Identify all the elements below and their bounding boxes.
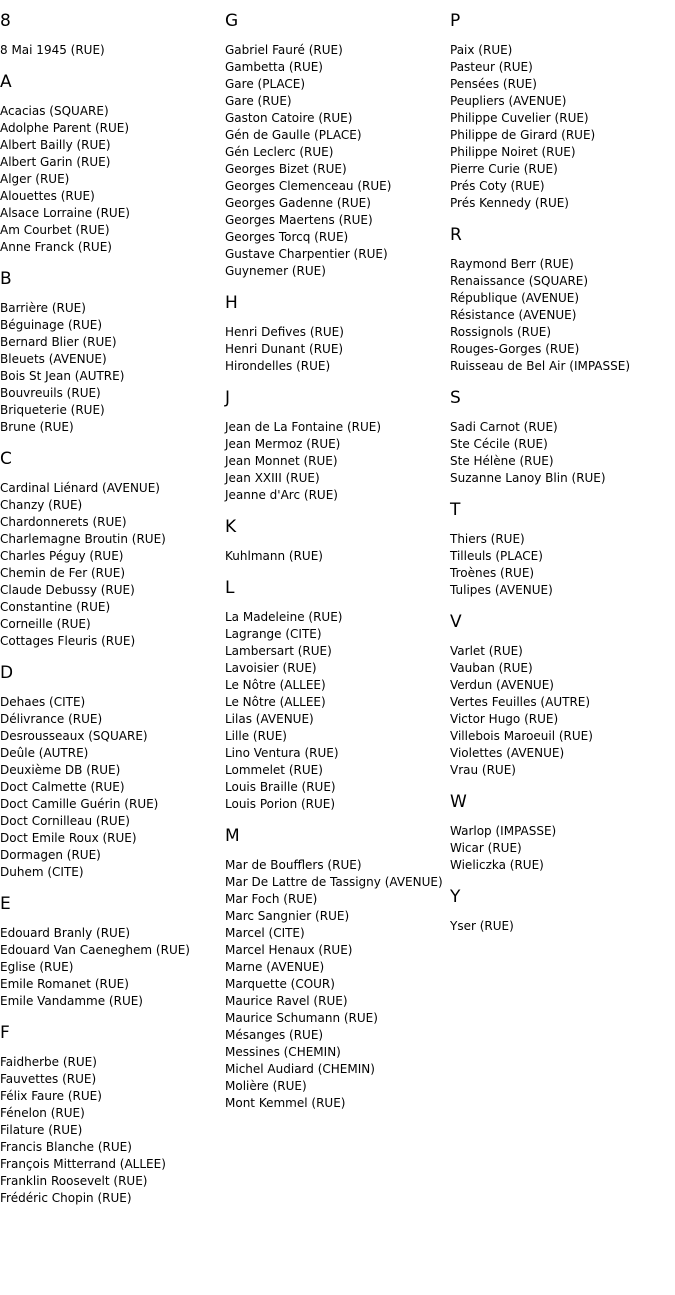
street-name: Chardonnerets (RUE) [0, 515, 127, 529]
street-name: Barrière (RUE) [0, 301, 86, 315]
letter-heading: L [225, 578, 235, 598]
street-name: Filature (RUE) [0, 1123, 83, 1137]
street-name: Ruisseau de Bel Air (IMPASSE) [450, 359, 631, 373]
street-name: Marcel Henaux (RUE) [225, 943, 353, 957]
street-name: Brune (RUE) [0, 420, 74, 434]
street-name: Violettes (AVENUE) [450, 746, 565, 760]
street-name: Gén Leclerc (RUE) [225, 145, 334, 159]
letter-group-r [450, 224, 672, 375]
street-name: Charlemagne Broutin (RUE) [0, 532, 166, 546]
letter-group-a [0, 71, 220, 256]
street-name: Am Courbet (RUE) [0, 223, 110, 237]
street-name: Bernard Blier (RUE) [0, 335, 117, 349]
street-name: Victor Hugo (RUE) [450, 712, 559, 726]
letter-group-w [450, 791, 672, 874]
letter-group-y [450, 886, 672, 935]
street-name: Sadi Carnot (RUE) [450, 420, 558, 434]
street-name: Thiers (RUE) [450, 532, 525, 546]
street-name: Kuhlmann (RUE) [225, 549, 323, 563]
street-name: Gabriel Fauré (RUE) [225, 43, 343, 57]
street-list [450, 42, 672, 212]
street-name: Délivrance (RUE) [0, 712, 103, 726]
street-name: Prés Coty (RUE) [450, 179, 545, 193]
street-name: Warlop (IMPASSE) [450, 824, 557, 838]
letter-group-l [225, 577, 447, 813]
street-list [0, 300, 220, 436]
street-list [225, 419, 447, 504]
street-name: Ste Cécile (RUE) [450, 437, 548, 451]
street-index-column-2 [225, 10, 447, 1124]
street-name: Frédéric Chopin (RUE) [0, 1191, 132, 1205]
street-name: Georges Clemenceau (RUE) [225, 179, 392, 193]
letter-group-h [225, 292, 447, 375]
street-name: Félix Faure (RUE) [0, 1089, 102, 1103]
street-name: Béguinage (RUE) [0, 318, 103, 332]
street-name: Villebois Maroeuil (RUE) [450, 729, 593, 743]
street-name: Dormagen (RUE) [0, 848, 101, 862]
street-name: Rossignols (RUE) [450, 325, 552, 339]
street-list [450, 918, 672, 935]
street-name: Georges Torcq (RUE) [225, 230, 349, 244]
letter-heading: E [0, 894, 11, 914]
street-name: Jean de La Fontaine (RUE) [225, 420, 382, 434]
street-name: Marcel (CITE) [225, 926, 305, 940]
street-name: 8 Mai 1945 (RUE) [0, 43, 105, 57]
street-name: Gare (PLACE) [225, 77, 306, 91]
street-name: Eglise (RUE) [0, 960, 74, 974]
street-name: Desrousseaux (SQUARE) [0, 729, 148, 743]
street-name: Chemin de Fer (RUE) [0, 566, 126, 580]
street-name: Jean Mermoz (RUE) [225, 437, 341, 451]
street-name: Verdun (AVENUE) [450, 678, 554, 692]
street-name: Marquette (COUR) [225, 977, 335, 991]
street-name: Troènes (RUE) [450, 566, 535, 580]
street-name: Deuxième DB (RUE) [0, 763, 121, 777]
street-name: Guynemer (RUE) [225, 264, 326, 278]
street-name: Mésanges (RUE) [225, 1028, 324, 1042]
street-name: Henri Defives (RUE) [225, 325, 344, 339]
street-name: Tulipes (AVENUE) [450, 583, 553, 597]
street-name: Vauban (RUE) [450, 661, 533, 675]
letter-heading: H [225, 293, 238, 313]
letter-heading: F [0, 1023, 10, 1043]
street-list [0, 103, 220, 256]
street-list [0, 42, 220, 59]
street-name: Vertes Feuilles (AUTRE) [450, 695, 591, 709]
letter-heading: G [225, 11, 239, 31]
street-name: Mar de Boufflers (RUE) [225, 858, 362, 872]
letter-heading: J [225, 388, 231, 408]
street-name: Lino Ventura (RUE) [225, 746, 339, 760]
street-name: Wicar (RUE) [450, 841, 522, 855]
street-name: Doct Emile Roux (RUE) [0, 831, 137, 845]
street-name: République (AVENUE) [450, 291, 580, 305]
street-list [0, 694, 220, 881]
street-name: Maurice Ravel (RUE) [225, 994, 348, 1008]
street-index-column-1 [0, 10, 220, 1219]
street-name: Georges Maertens (RUE) [225, 213, 373, 227]
letter-heading: P [450, 11, 461, 31]
street-list [0, 925, 220, 1010]
street-name: Fénelon (RUE) [0, 1106, 85, 1120]
street-name: Pasteur (RUE) [450, 60, 533, 74]
letter-group-s [450, 387, 672, 487]
street-list [0, 1054, 220, 1207]
letter-heading: A [0, 72, 12, 92]
street-name: Adolphe Parent (RUE) [0, 121, 130, 135]
street-name: Ste Hélène (RUE) [450, 454, 554, 468]
street-name: Anne Franck (RUE) [0, 240, 112, 254]
street-name: Lavoisier (RUE) [225, 661, 317, 675]
street-name: Henri Dunant (RUE) [225, 342, 344, 356]
street-name: Cardinal Liénard (AVENUE) [0, 481, 160, 495]
letter-heading: D [0, 663, 14, 683]
street-name: Alger (RUE) [0, 172, 70, 186]
street-name: Philippe Noiret (RUE) [450, 145, 576, 159]
street-name: Molière (RUE) [225, 1079, 307, 1093]
street-list [450, 419, 672, 487]
letter-group-t [450, 499, 672, 599]
street-name: Doct Camille Guérin (RUE) [0, 797, 159, 811]
street-index-column-3 [450, 10, 672, 947]
street-name: Claude Debussy (RUE) [0, 583, 135, 597]
street-name: La Madeleine (RUE) [225, 610, 343, 624]
street-name: Le Nôtre (ALLEE) [225, 695, 326, 709]
street-name: Emile Vandamme (RUE) [0, 994, 143, 1008]
street-list [225, 548, 447, 565]
street-name: Maurice Schumann (RUE) [225, 1011, 378, 1025]
letter-group-e [0, 893, 220, 1010]
letter-group-b [0, 268, 220, 436]
letter-group-m [225, 825, 447, 1112]
street-name: Acacias (SQUARE) [0, 104, 109, 118]
street-name: Bleuets (AVENUE) [0, 352, 107, 366]
street-list [0, 480, 220, 650]
street-name: Gén de Gaulle (PLACE) [225, 128, 362, 142]
street-name: Dehaes (CITE) [0, 695, 86, 709]
street-list [225, 609, 447, 813]
street-name: Louis Braille (RUE) [225, 780, 336, 794]
street-name: Marc Sangnier (RUE) [225, 909, 350, 923]
street-name: Bouvreuils (RUE) [0, 386, 101, 400]
street-name: Chanzy (RUE) [0, 498, 83, 512]
letter-group-k [225, 516, 447, 565]
street-name: Deûle (AUTRE) [0, 746, 89, 760]
street-name: Jeanne d'Arc (RUE) [225, 488, 338, 502]
street-name: Gustave Charpentier (RUE) [225, 247, 388, 261]
street-name: Suzanne Lanoy Blin (RUE) [450, 471, 606, 485]
street-name: Mar De Lattre de Tassigny (AVENUE) [225, 875, 443, 889]
street-name: Jean Monnet (RUE) [225, 454, 338, 468]
letter-group-f [0, 1022, 220, 1207]
street-name: Philippe de Girard (RUE) [450, 128, 596, 142]
street-list [450, 823, 672, 874]
street-name: Peupliers (AVENUE) [450, 94, 567, 108]
street-name: Messines (CHEMIN) [225, 1045, 341, 1059]
street-name: Marne (AVENUE) [225, 960, 325, 974]
street-name: Fauvettes (RUE) [0, 1072, 97, 1086]
street-name: Michel Audiard (CHEMIN) [225, 1062, 375, 1076]
letter-group-v [450, 611, 672, 779]
street-name: Alsace Lorraine (RUE) [0, 206, 130, 220]
letter-group-p [450, 10, 672, 212]
letter-heading: 8 [0, 11, 11, 31]
street-name: Edouard Branly (RUE) [0, 926, 131, 940]
letter-heading: W [450, 792, 467, 812]
street-name: Georges Bizet (RUE) [225, 162, 347, 176]
street-name: Albert Garin (RUE) [0, 155, 111, 169]
street-name: Prés Kennedy (RUE) [450, 196, 569, 210]
street-list [450, 531, 672, 599]
street-name: Jean XXIII (RUE) [225, 471, 320, 485]
letter-heading: C [0, 449, 12, 469]
street-name: Wieliczka (RUE) [450, 858, 544, 872]
street-name: Franklin Roosevelt (RUE) [0, 1174, 148, 1188]
street-name: Constantine (RUE) [0, 600, 111, 614]
letter-heading: Y [450, 887, 461, 907]
street-name: Raymond Berr (RUE) [450, 257, 574, 271]
street-name: Francis Blanche (RUE) [0, 1140, 132, 1154]
street-name: Doct Cornilleau (RUE) [0, 814, 130, 828]
street-list [450, 643, 672, 779]
letter-heading: S [450, 388, 461, 408]
letter-heading: V [450, 612, 462, 632]
street-name: Varlet (RUE) [450, 644, 523, 658]
street-name: François Mitterrand (ALLEE) [0, 1157, 166, 1171]
street-name: Philippe Cuvelier (RUE) [450, 111, 589, 125]
letter-heading: R [450, 225, 462, 245]
letter-heading: B [0, 269, 12, 289]
street-name: Briqueterie (RUE) [0, 403, 105, 417]
street-name: Edouard Van Caeneghem (RUE) [0, 943, 190, 957]
street-name: Emile Romanet (RUE) [0, 977, 129, 991]
street-name: Gaston Catoire (RUE) [225, 111, 353, 125]
street-name: Mar Foch (RUE) [225, 892, 318, 906]
street-name: Vrau (RUE) [450, 763, 516, 777]
street-name: Rouges-Gorges (RUE) [450, 342, 580, 356]
letter-group-g [225, 10, 447, 280]
letter-group-8 [0, 10, 220, 59]
street-name: Bois St Jean (AUTRE) [0, 369, 125, 383]
letter-group-d [0, 662, 220, 881]
street-name: Lille (RUE) [225, 729, 287, 743]
street-name: Mont Kemmel (RUE) [225, 1096, 346, 1110]
letter-group-c [0, 448, 220, 650]
street-name: Pierre Curie (RUE) [450, 162, 558, 176]
street-list [225, 857, 447, 1112]
street-name: Louis Porion (RUE) [225, 797, 336, 811]
street-name: Albert Bailly (RUE) [0, 138, 111, 152]
street-name: Lilas (AVENUE) [225, 712, 314, 726]
street-list [450, 256, 672, 375]
street-name: Georges Gadenne (RUE) [225, 196, 371, 210]
street-list [225, 324, 447, 375]
street-name: Gare (RUE) [225, 94, 292, 108]
street-name: Yser (RUE) [450, 919, 514, 933]
street-name: Résistance (AVENUE) [450, 308, 577, 322]
street-name: Tilleuls (PLACE) [450, 549, 543, 563]
street-name: Charles Péguy (RUE) [0, 549, 124, 563]
street-name: Paix (RUE) [450, 43, 513, 57]
letter-heading: K [225, 517, 237, 537]
street-name: Pensées (RUE) [450, 77, 537, 91]
street-name: Renaissance (SQUARE) [450, 274, 589, 288]
street-name: Cottages Fleuris (RUE) [0, 634, 136, 648]
street-name: Lagrange (CITE) [225, 627, 322, 641]
letter-group-j [225, 387, 447, 504]
street-name: Lommelet (RUE) [225, 763, 323, 777]
street-name: Le Nôtre (ALLEE) [225, 678, 326, 692]
street-name: Alouettes (RUE) [0, 189, 95, 203]
street-name: Gambetta (RUE) [225, 60, 323, 74]
street-name: Hirondelles (RUE) [225, 359, 331, 373]
street-name: Duhem (CITE) [0, 865, 84, 879]
street-name: Doct Calmette (RUE) [0, 780, 125, 794]
letter-heading: M [225, 826, 240, 846]
street-name: Lambersart (RUE) [225, 644, 332, 658]
street-name: Corneille (RUE) [0, 617, 91, 631]
street-name: Faidherbe (RUE) [0, 1055, 97, 1069]
street-list [225, 42, 447, 280]
letter-heading: T [450, 500, 461, 520]
